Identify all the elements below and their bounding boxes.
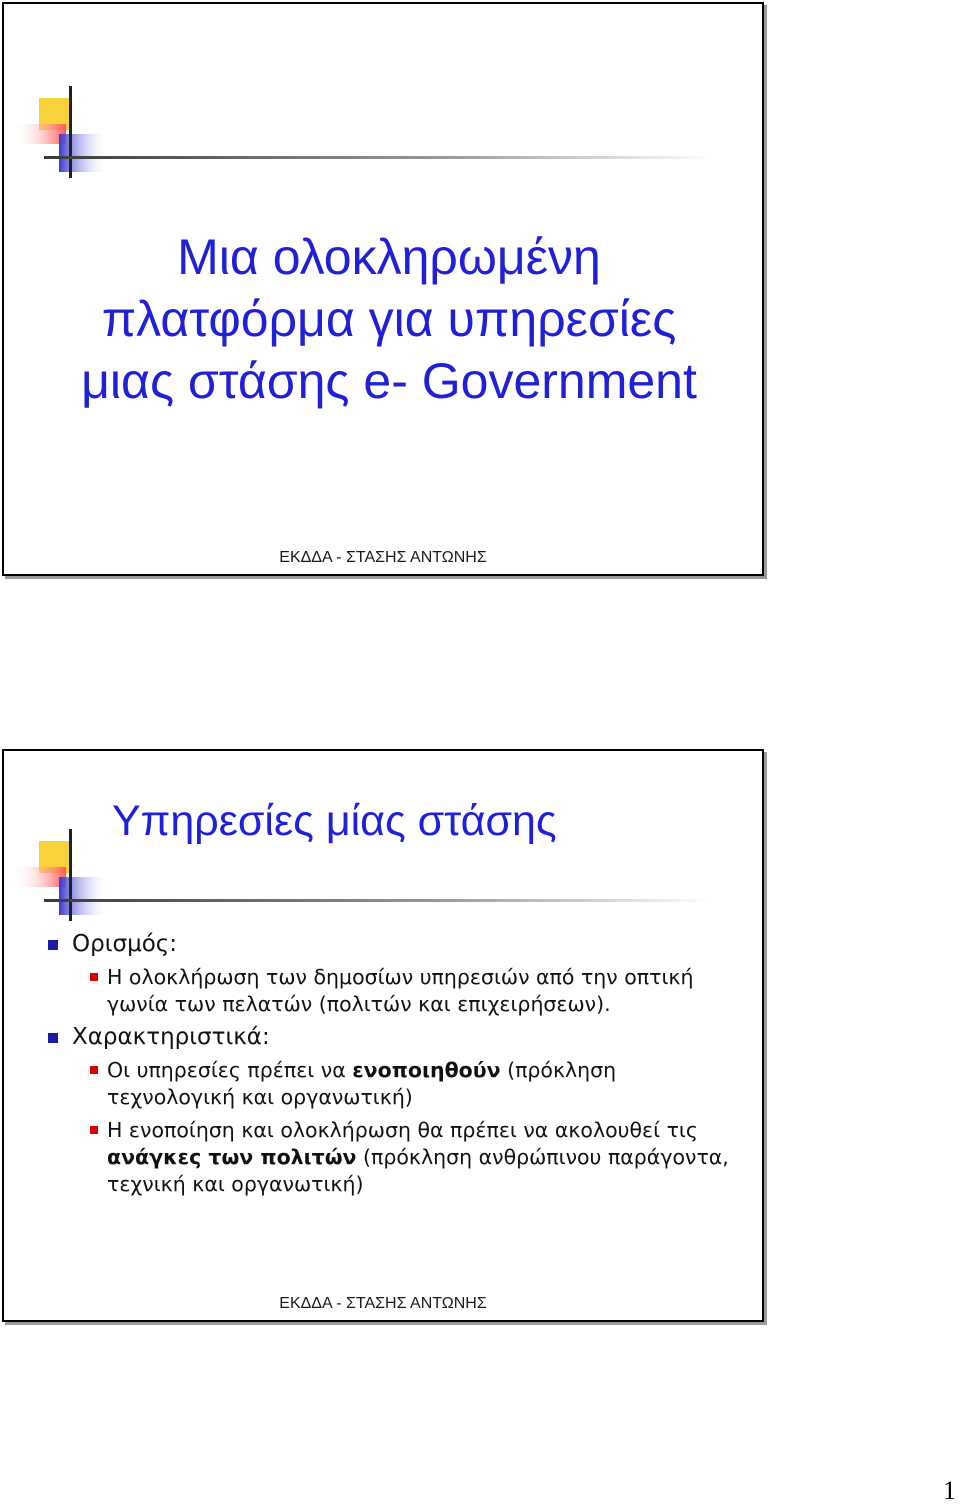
slide-2 xyxy=(2,749,764,1322)
sub-bullet-text: Οι υπηρεσίες πρέπει να xyxy=(107,1058,353,1082)
sub-bullet-item xyxy=(90,1117,738,1198)
square-bullet-icon xyxy=(90,973,98,981)
slide-title: Υπηρεσίες μίας στάσης xyxy=(112,797,557,845)
emphasis-text: ανάγκες των πολιτών xyxy=(107,1145,357,1169)
slide-footer: ΕΚΔΔΑ - ΣΤΑΣΗΣ ΑΝΤΩΝΗΣ xyxy=(279,549,487,566)
sub-bullet-text: (πρόκληση τεχνολογική και οργανωτική) xyxy=(107,1058,617,1109)
sub-bullet-text: Η ολοκλήρωση των δημοσίων υπηρεσιών από την οπτική γωνία των πελατών (πολιτών και επιχειρήσεων). xyxy=(107,965,694,1016)
title-line: πλατφόρμα για υπηρεσίες xyxy=(101,291,677,347)
bullet-item xyxy=(48,931,738,958)
slide-decoration-logo xyxy=(14,86,714,181)
sub-bullet-text: (πρόκληση ανθρώπινου παράγοντα, τεχνική και οργανωτική) xyxy=(107,1145,729,1196)
slide-1 xyxy=(2,2,764,576)
square-bullet-icon xyxy=(48,940,58,950)
bullet-item xyxy=(48,1024,738,1051)
title-line: Μια ολοκληρωμένη xyxy=(177,229,601,285)
slide-title xyxy=(64,226,714,412)
emphasis-text: ενοποιηθούν xyxy=(352,1058,501,1082)
square-bullet-icon xyxy=(90,1126,98,1134)
sub-bullet-text: Η ενοποίηση και ολοκλήρωση θα πρέπει να ακολουθεί τις xyxy=(107,1118,698,1142)
sub-bullet-item xyxy=(90,964,738,1018)
bullet-text: Ορισμός: xyxy=(72,931,178,957)
slide-decoration-logo xyxy=(14,829,714,924)
page-number: 1 xyxy=(943,1476,956,1505)
slide-footer: ΕΚΔΔΑ - ΣΤΑΣΗΣ ΑΝΤΩΝΗΣ xyxy=(279,1295,487,1312)
square-bullet-icon xyxy=(48,1033,58,1043)
square-bullet-icon xyxy=(90,1066,98,1074)
slide-body xyxy=(48,931,738,1204)
bullet-text: Χαρακτηριστικά: xyxy=(72,1024,270,1050)
sub-bullet-item xyxy=(90,1057,738,1111)
title-line: μιας στάσης e- Government xyxy=(81,353,697,409)
